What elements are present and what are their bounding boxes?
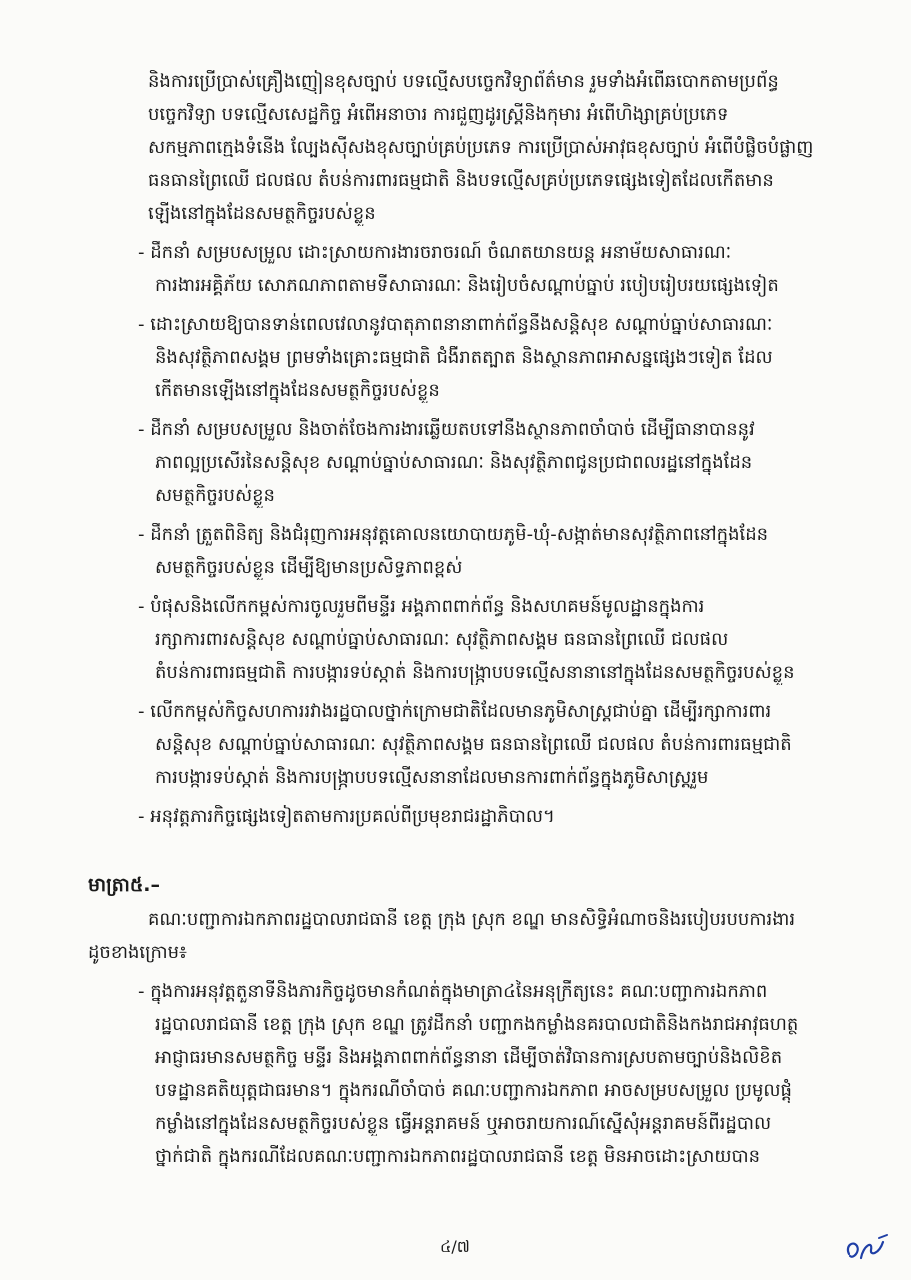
article-5-intro: គណៈបញ្ជាការឯកភាពរដ្ឋបាលរាជធានី ខេត្ត ក្រុង ស្រុក ខណ្ឌ មានសិទ្ធិអំណាចនិងរបៀបរបបការងារ [148,909,796,930]
bullet-line-2: - ដោះស្រាយឱ្យបានទាន់ពេលវេលានូវបាតុភាពនានាពាក់ព័ន្ធនឹងសន្តិសុខ សណ្តាប់ធ្នាប់សាធារណៈ [138,314,773,335]
article-5-heading: មាត្រា៥.– [88,874,161,896]
bullet-line-2-cont-a: និងសុវត្ថិភាពសង្គម ព្រមទាំងគ្រោះធម្មជាតិ ជំងឺរាតត្បាត និងស្ថានភាពអាសន្នផ្សេងៗទៀត ដែល [155,347,773,368]
handwritten-initial-mark [843,1232,891,1266]
bullet-line-3-cont-a: ភាពល្អប្រសើរនៃសន្តិសុខ សណ្តាប់ធ្នាប់សាធារណៈ និងសុវត្ថិភាពជូនប្រជាពលរដ្ឋនៅក្នុងដែន [155,452,753,473]
bullet-line-3-cont-b: សមត្ថកិច្ចរបស់ខ្លួន [155,485,275,506]
body-line-5: ឡើងនៅក្នុងដែនសមត្ថកិច្ចរបស់ខ្លួន [148,203,376,224]
bullet-line-4-cont: សមត្ថកិច្ចរបស់ខ្លួន ដើម្បីឱ្យមានប្រសិទ្ធភាពខ្ពស់ [155,557,463,578]
article-5-bullet-1: - ក្នុងការអនុវត្តតួនាទីនិងភារកិច្ចដូចមានកំណត់ក្នុងមាត្រា៤នៃអនុក្រឹត្យនេះ គណៈបញ្ជាការឯកភាព [138,981,768,1002]
bullet-line-4: - ដឹកនាំ ត្រួតពិនិត្យ និងជំរុញការអនុវត្តគោលនយោបាយភូមិ-ឃុំ-សង្កាត់មានសុវត្ថិភាពនៅក្នុងដែន [138,524,769,545]
article-5-intro-cont: ដូចខាងក្រោម៖ [88,942,187,963]
bullet-line-5-cont-a: រក្សាការពារសន្តិសុខ សណ្តាប់ធ្នាប់សាធារណៈ សុវត្ថិភាពសង្គម ធនធានព្រៃឈើ ជលផល [155,629,729,650]
bullet-line-3: - ដឹកនាំ សម្របសម្រួល និងចាត់ចែងការងារឆ្លើយតបទៅនឹងស្ថានភាពចាំបាច់ ដើម្បីធានាបាននូវ [138,419,755,440]
bullet-line-1-cont: ការងារអគ្គិភ័យ សោភណភាពតាមទីសាធារណៈ និងរៀបចំសណ្តាប់ធ្នាប់ របៀបរៀបរយផ្សេងទៀត [155,275,779,296]
bullet-line-5: - បំផុសនិងលើកកម្ពស់ការចូលរួមពីមន្ទីរ អង្គភាពពាក់ព័ន្ធ និងសហគមន៍មូលដ្ឋានក្នុងការ [138,596,705,617]
page-number: ៤/៧ [440,1237,470,1256]
bullet-line-6: - លើកកម្ពស់កិច្ចសហការរវាងរដ្ឋបាលថ្នាក់ក្រោមជាតិដែលមានភូមិសាស្ត្រជាប់គ្នា ដើម្បីរក្សាការពារ [138,701,772,722]
bullet-line-1: - ដឹកនាំ សម្របសម្រួល ដោះស្រាយការងារចរាចរណ៍ ចំណតយានយន្ត អនាម័យសាធារណៈ [138,242,732,263]
body-line-3: សកម្មភាពក្មេងទំនើង ល្បែងស៊ីសងខុសច្បាប់គ្រប់ប្រភេទ ការប្រើប្រាស់អាវុធខុសច្បាប់ អំពើបំផ្លិចបំផ្លាញ [148,137,814,158]
bullet-line-2-cont-b: កើតមានឡើងនៅក្នុងដែនសមត្ថកិច្ចរបស់ខ្លួន [155,380,440,401]
bullet-line-5-cont-b: តំបន់ការពារធម្មជាតិ ការបង្ការទប់ស្កាត់ និងការបង្ក្រាបបទល្មើសនានានៅក្នុងដែនសមត្ថកិច្ចរបស់ខ្លួន [155,662,795,683]
bullet-line-6-cont-b: ការបង្ការទប់ស្កាត់ និងការបង្ក្រាបបទល្មើសនានាដែលមានការពាក់ព័ន្ធក្នុងភូមិសាស្ត្ររួម [155,767,709,788]
article-5-bullet-1-cont-e: ថ្នាក់ជាតិ ក្នុងករណីដែលគណៈបញ្ជាការឯកភាពរដ្ឋបាលរាជធានី ខេត្ត មិនអាចដោះស្រាយបាន [155,1146,761,1167]
article-5-bullet-1-cont-a: រដ្ឋបាលរាជធានី ខេត្ត ក្រុង ស្រុក ខណ្ឌ ត្រូវដឹកនាំ បញ្ជាកងកម្លាំងនគរបាលជាតិនិងកងរាជអាវុធហត្ថ [155,1014,799,1035]
bullet-line-7: - អនុវត្តភារកិច្ចផ្សេងទៀតតាមការប្រគល់ពីប្រមុខរាជរដ្ឋាភិបាល។ [138,806,555,827]
bullet-line-6-cont-a: សន្តិសុខ សណ្តាប់ធ្នាប់សាធារណៈ សុវត្ថិភាពសង្គម ធនធានព្រៃឈើ ជលផល តំបន់ការពារធម្មជាតិ [155,734,792,755]
article-5-bullet-1-cont-d: កម្លាំងនៅក្នុងដែនសមត្ថកិច្ចរបស់ខ្លួន ធ្វើអន្តរាគមន៍ ឬអាចរាយការណ៍ស្នើសុំអន្តរាគមន៍ពីរដ្ឋបាល [155,1113,772,1134]
body-line-2: បច្ចេកវិទ្យា បទល្មើសសេដ្ឋកិច្ច អំពើអនាចារ ការជួញដូរស្ត្រីនិងកុមារ អំពើហិង្សាគ្រប់ប្រភេទ [148,104,729,125]
article-5-bullet-1-cont-c: បទដ្ឋានគតិយុត្តជាធរមាន។ ក្នុងករណីចាំបាច់ គណៈបញ្ជាការឯកភាព អាចសម្របសម្រួល ប្រមូលផ្តុំ [155,1080,792,1101]
body-line-1: និងការប្រើប្រាស់គ្រឿងញៀនខុសច្បាប់ បទល្មើសបច្ចេកវិទ្យាព័ត៌មាន រួមទាំងអំពើឆបោកតាមប្រព័ន្ធ [148,71,779,92]
body-line-4: ធនធានព្រៃឈើ ជលផល តំបន់ការពារធម្មជាតិ និងបទល្មើសគ្រប់ប្រភេទផ្សេងទៀតដែលកើតមាន [148,170,774,191]
article-5-bullet-1-cont-b: អាជ្ញាធរមានសមត្ថកិច្ច មន្ទីរ និងអង្គភាពពាក់ព័ន្ធនានា ដើម្បីចាត់វិធានការស្របតាមច្បាប់និងលិខិត [155,1047,783,1068]
